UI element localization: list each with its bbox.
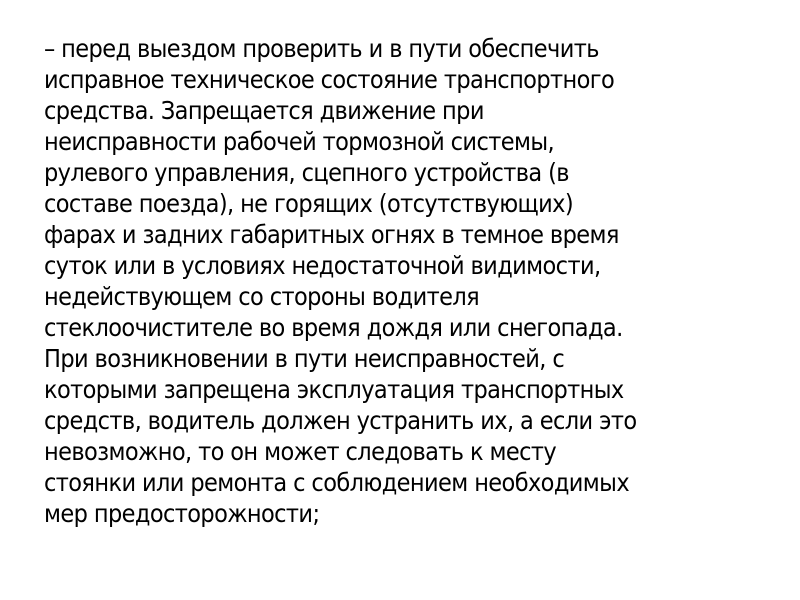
text-line: фарах и задних габаритных огнях в темное время — [44, 220, 619, 249]
text-line: При возникновении в пути неисправностей, с — [44, 344, 565, 373]
text-line: неисправности рабочей тормозной системы, — [44, 127, 555, 156]
text-line: рулевого управления, сцепного устройства (в — [44, 158, 569, 187]
text-line: – перед выездом проверить и в пути обеспечить — [44, 34, 599, 63]
text-line: средств, водитель должен устранить их, а если это — [44, 406, 637, 435]
text-line: составе поезда), не горящих (отсутствующих) — [44, 189, 574, 218]
text-line: стеклоочистителе во время дождя или снегопада. — [44, 313, 623, 342]
body-text — [44, 33, 760, 529]
text-line: стоянки или ремонта с соблюдением необходимых — [44, 468, 630, 497]
text-line: средства. Запрещается движение при — [44, 96, 484, 125]
text-line: невозможно, то он может следовать к месту — [44, 437, 557, 466]
text-line: исправное техническое состояние транспортного — [44, 65, 615, 94]
text-line: мер предосторожности; — [44, 499, 320, 528]
text-line: недействующем со стороны водителя — [44, 282, 480, 311]
text-line: которыми запрещена эксплуатация транспортных — [44, 375, 624, 404]
text-line: суток или в условиях недостаточной видимости, — [44, 251, 601, 280]
